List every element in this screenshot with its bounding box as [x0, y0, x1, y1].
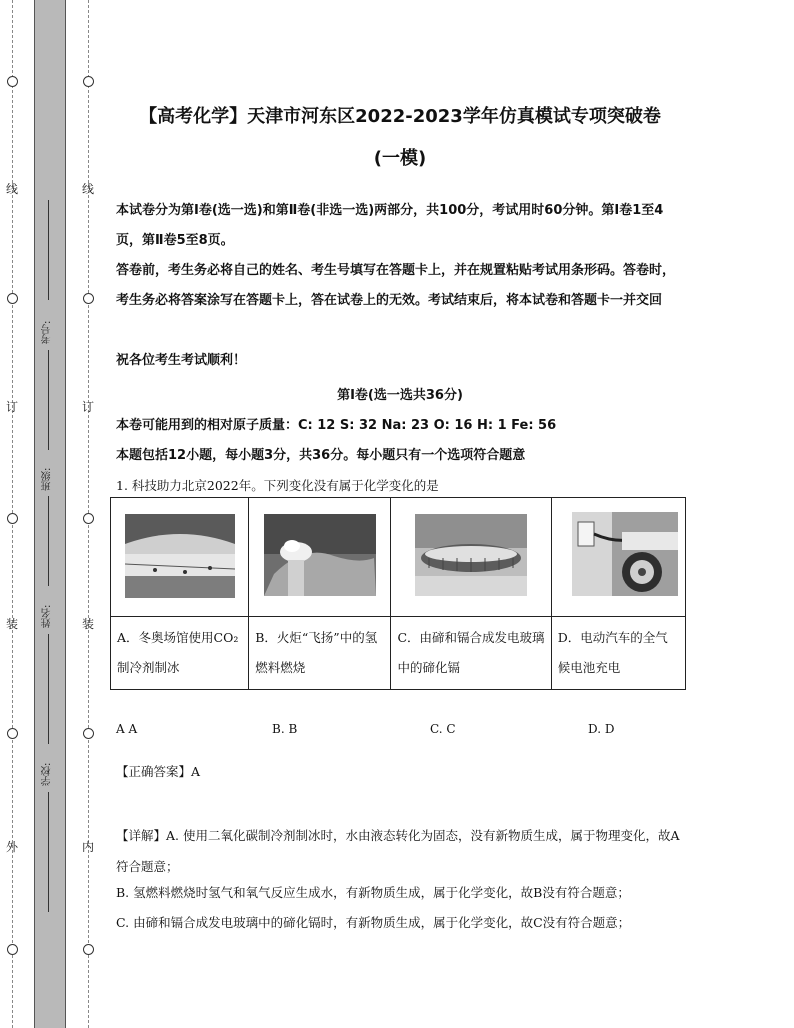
page-subtitle: (一模)	[373, 148, 427, 169]
detail-c: C. 由碲和镉合成发电玻璃中的碲化镉时，有新物质生成，属于化学变化，故C没有符合题意；	[116, 915, 631, 930]
atomic-mass-line: 本卷可能用到的相对原子质量：C: 12 S: 32 Na: 23 O: 16 H: 1 Fe: 56	[116, 418, 557, 433]
choice-d[interactable]: D. D	[588, 722, 615, 736]
margin-char-nei: 内	[81, 840, 94, 854]
margin-char-ding: 订	[5, 400, 18, 414]
scoring-rule-line: 本题包括12小题，每小题3分，共36分。每小题只有一个选项符合题意	[116, 448, 526, 463]
margin-char-xian: 线	[5, 182, 18, 196]
ev-charging-photo	[572, 512, 678, 596]
torch-flame-photo	[264, 514, 376, 596]
hole-circle	[83, 293, 94, 304]
hole-circle	[83, 513, 94, 524]
field-exam-number: 考号:	[42, 320, 53, 344]
choice-b[interactable]: B. B	[272, 722, 298, 736]
field-name: 姓名:	[42, 604, 53, 628]
info-strip	[34, 0, 66, 1028]
detail-b: B. 氢燃料燃烧时氢气和氧气反应生成水，有新物质生成，属于化学变化，故B没有符合题意；	[116, 885, 630, 900]
hole-circle	[7, 76, 18, 87]
hole-circle	[83, 728, 94, 739]
instructions-paragraph-3: 祝各位考生考试顺利！	[116, 353, 247, 368]
margin-char-xian: 线	[81, 182, 94, 196]
stadium-ice-rink-photo	[125, 514, 235, 598]
correct-answer: 【正确答案】A	[116, 764, 201, 779]
margin-char-zhuang: 装	[81, 617, 94, 631]
option-a-image-cell	[111, 498, 249, 617]
option-d-text: D．电动汽车的全气候电池充电	[551, 617, 685, 690]
question-stem: 1. 科技助力北京2022年。下列变化没有属于化学变化的是	[116, 478, 439, 493]
field-class: 班级:	[42, 467, 53, 491]
hole-circle	[7, 728, 18, 739]
options-table	[110, 497, 686, 690]
choice-c[interactable]: C. C	[430, 722, 456, 736]
fill-line	[48, 350, 49, 450]
option-b-text: B．火炬“飞扬”中的氢燃料燃烧	[249, 617, 391, 690]
section-heading: 第Ⅰ卷(选一选共36分)	[337, 388, 463, 403]
detail-a: 【详解】A. 使用二氧化碳制冷剂制冰时，水由液态转化为固态，没有新物质生成，属于物理变化，故A符合题意；	[116, 828, 680, 874]
fill-line	[48, 634, 49, 744]
fill-line	[48, 200, 49, 300]
option-b-image-cell	[249, 498, 391, 617]
hole-circle	[7, 944, 18, 955]
hole-circle	[7, 293, 18, 304]
option-d-image-cell	[551, 498, 685, 617]
hole-circle	[83, 944, 94, 955]
margin-char-ding: 订	[81, 400, 94, 414]
instructions-paragraph-1: 本试卷分为第Ⅰ卷(选一选)和第Ⅱ卷(非选一选)两部分，共100分，考试用时60分钟。第Ⅰ卷1至4页，第Ⅱ卷5至8页。	[116, 203, 664, 248]
option-a-text: A．冬奥场馆使用CO₂制冷剂制冰	[111, 617, 249, 690]
margin-char-zhuang: 装	[5, 617, 18, 631]
instructions-paragraph-2: 答卷前，考生务必将自己的姓名、考生号填写在答题卡上，并在规置粘贴考试用条形码。答卷时，考生务必将答案涂写在答题卡上，答在试卷上的无效。考试结束后，将本试卷和答题卡一并交回	[116, 263, 676, 308]
margin-char-wai: 外	[5, 840, 18, 854]
option-c-image-cell	[391, 498, 551, 617]
page-title: 【高考化学】天津市河东区2022-2023学年仿真模试专项突破卷	[139, 106, 661, 127]
fill-line	[48, 496, 49, 586]
fill-line	[48, 792, 49, 912]
speed-skating-oval-photo	[415, 514, 527, 596]
option-c-text: C．由碲和镉合成发电玻璃中的碲化镉	[391, 617, 551, 690]
field-school: 学校:	[42, 762, 53, 786]
hole-circle	[7, 513, 18, 524]
hole-circle	[83, 76, 94, 87]
choice-a[interactable]: A A	[116, 722, 138, 736]
